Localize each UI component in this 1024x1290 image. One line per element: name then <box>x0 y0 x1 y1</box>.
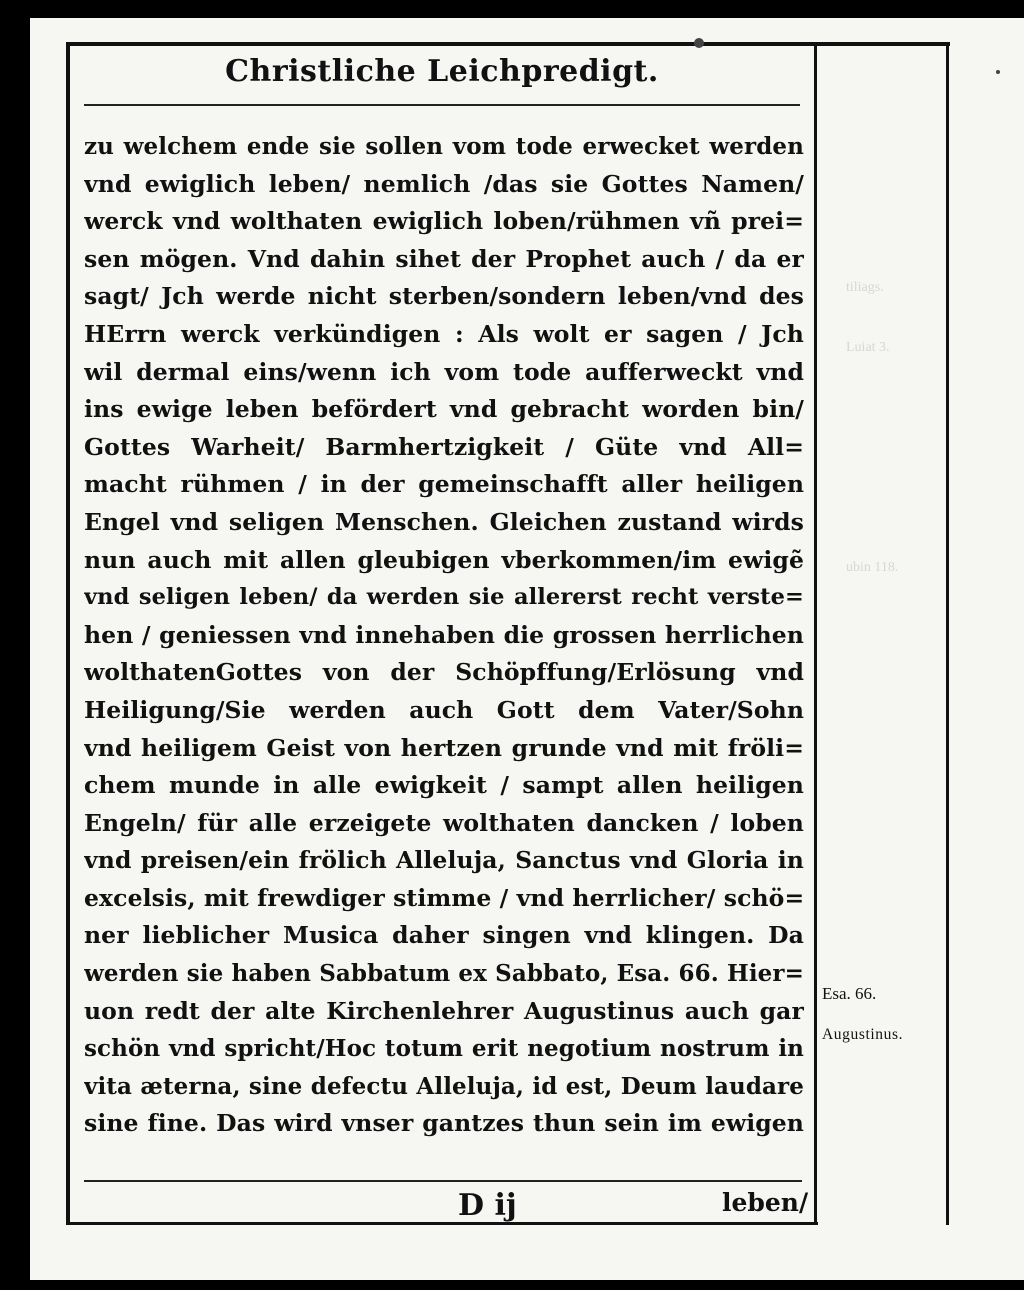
foot-rule <box>84 1180 802 1182</box>
text-line: ins ewige leben befördert vnd gebracht worden bin/ <box>84 395 804 424</box>
text-line: vnd heiligem Geist von hertzen grunde vnd mit fröli= <box>84 733 804 762</box>
head-rule <box>84 104 800 106</box>
running-head: Christliche Leichpredigt. <box>225 54 659 89</box>
text-line: Engeln/ für alle erzeigete wolthaten dancken / loben <box>84 808 804 837</box>
text-line: nun auch mit allen gleubigen vberkommen/im ewigẽ <box>84 545 804 574</box>
text-line: chem munde in alle ewigkeit / sampt allen heiligen <box>84 771 804 800</box>
bleed-through-text: tiliags. <box>846 280 884 295</box>
text-line: Engel vnd seligen Menschen. Gleichen zustand wirds <box>84 507 804 536</box>
text-line: werden sie haben Sabbatum ex Sabbato, Esa. 66. Hier= <box>84 960 804 988</box>
text-line: macht rühmen / in der gemeinschafft aller heiligen <box>84 470 804 499</box>
text-line: Heiligung/Sie werden auch Gott dem Vater/Sohn <box>84 695 804 724</box>
bleed-through-text: ubin 118. <box>846 560 899 575</box>
text-line: hen / geniessen vnd innehaben die grossen herrlichen <box>84 620 804 649</box>
frame-bottom-rule <box>66 1222 818 1225</box>
text-line: vnd preisen/ein frölich Alleluja, Sanctus vnd Gloria in <box>84 846 804 875</box>
frame-left-rule <box>66 42 70 1224</box>
margin-column-rule <box>814 42 817 1225</box>
text-line: HErrn werck verkündigen : Als wolt er sagen / Jch <box>84 319 804 348</box>
text-line: wil dermal eins/wenn ich vom tode aufferweckt vnd <box>84 357 804 386</box>
text-line: vita æterna, sine defectu Alleluja, id est, Deum laudare <box>84 1072 804 1100</box>
margin-note-esa: Esa. 66. <box>822 984 877 1003</box>
text-line: sagt/ Jch werde nicht sterben/sondern leben/vnd des <box>84 282 804 311</box>
text-line: excelsis, mit frewdiger stimme / vnd herrlicher/ schö= <box>84 883 804 912</box>
catchword: leben/ <box>722 1188 809 1217</box>
ink-speck <box>694 38 704 48</box>
signature-mark: D ij <box>458 1188 517 1223</box>
text-line: vnd seligen leben/ da werden sie allererst recht verste= <box>84 584 804 611</box>
frame-right-rule <box>946 42 949 1225</box>
text-line: werck vnd wolthaten ewiglich loben/rühmen vñ prei= <box>84 207 804 236</box>
text-line: vnd ewiglich leben/ nemlich /das sie Gottes Namen/ <box>84 169 804 198</box>
ink-speck <box>996 70 1000 74</box>
body-text-block <box>84 128 804 1143</box>
text-line: wolthatenGottes von der Schöpffung/Erlösung vnd <box>84 658 804 687</box>
text-line: zu welchem ende sie sollen vom tode erwecket werden <box>84 133 804 160</box>
text-line: uon redt der alte Kirchenlehrer Augustinus auch gar <box>84 996 804 1025</box>
text-line: sen mögen. Vnd dahin sihet der Prophet auch / da er <box>84 244 804 273</box>
margin-note-augustinus: Augustinus. <box>822 1026 904 1043</box>
text-line: ner lieblicher Musica daher singen vnd klingen. Da <box>84 921 804 950</box>
text-line: sine fine. Das wird vnser gantzes thun sein im ewigen <box>84 1109 804 1138</box>
frame-top-rule <box>66 42 950 46</box>
bleed-through-text: Luiat 3. <box>846 340 890 355</box>
text-line: schön vnd spricht/Hoc totum erit negotium nostrum in <box>84 1035 804 1063</box>
text-line: Gottes Warheit/ Barmhertzigkeit / Güte vnd All= <box>84 432 804 461</box>
